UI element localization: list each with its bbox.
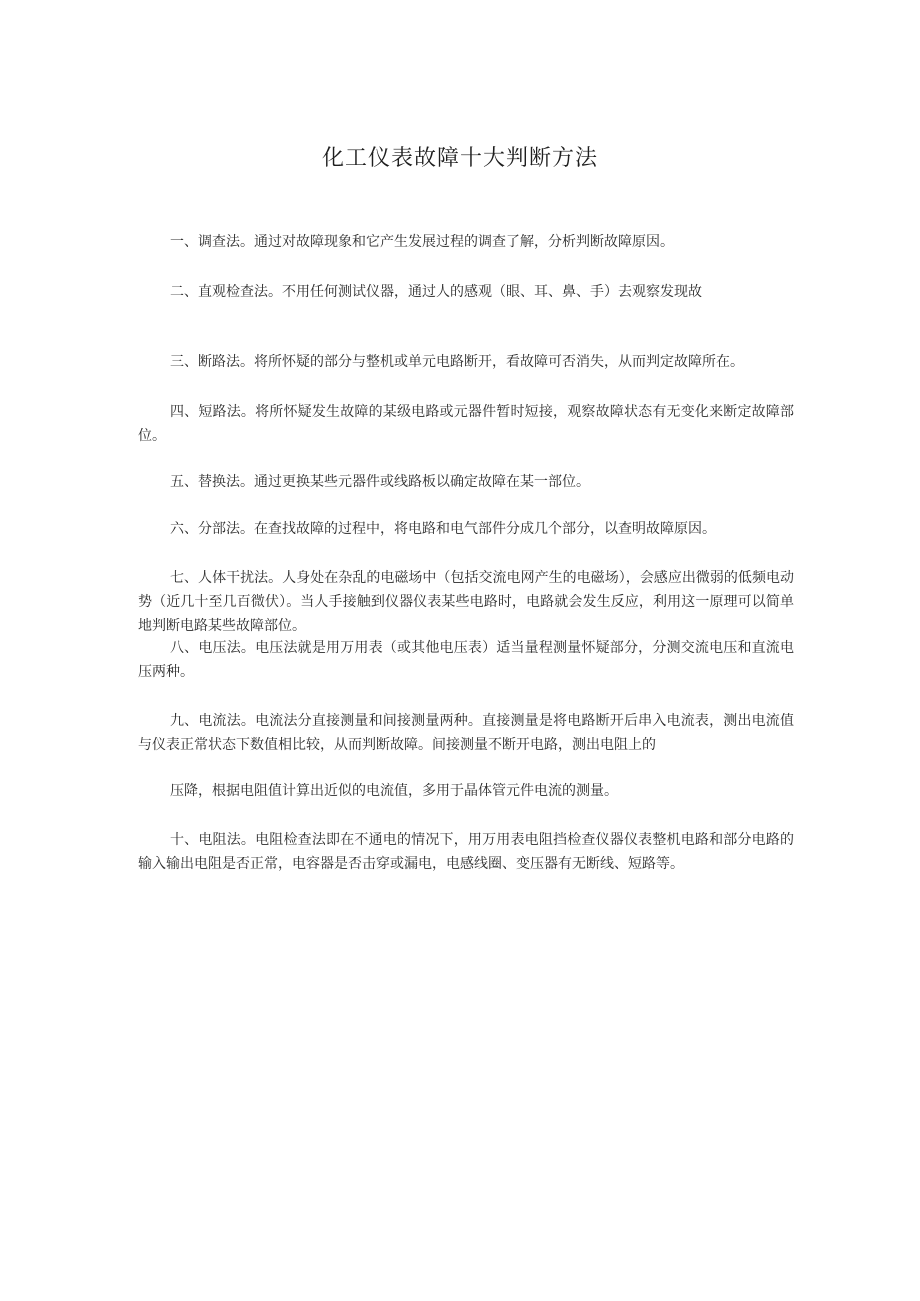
paragraph-5: 五、替换法。通过更换某些元器件或线路板以确定故障在某一部位。: [170, 474, 590, 490]
paragraph-9-continued: 压降，根据电阻值计算出近似的电流值，多用于晶体管元件电流的测量。: [170, 783, 618, 799]
document-title: 化工仪表故障十大判断方法: [321, 146, 598, 171]
paragraph-9: 九、电流法。电流法分直接测量和间接测量两种。直接测量是将电路断开后串入电流表，测出电流值与仪表正常状态下数值相比较，从而判断故障。间接测量不断开电路，测出电阻上的: [138, 713, 794, 753]
paragraph-10: 十、电阻法。电阻检查法即在不通电的情况下，用万用表电阻挡检查仪器仪表整机电路和部分电路的输入输出电阻是否正常，电容器是否击穿或漏电，电感线圈、变压器有无断线、短路等。: [138, 832, 794, 872]
paragraph-7: 七、人体干扰法。人身处在杂乱的电磁场中（包括交流电网产生的电磁场），会感应出微弱的低频电动势（近几十至几百微伏）。当人手接触到仪器仪表某些电路时，电路就会发生反应，利用这一原理可以简单地判断电路某些故障部位。: [138, 570, 794, 634]
paragraph-6: 六、分部法。在查找故障的过程中，将电路和电气部件分成几个部分，以查明故障原因。: [170, 521, 716, 537]
paragraph-3: 三、断路法。将所怀疑的部分与整机或单元电路断开，看故障可否消失，从而判定故障所在。: [170, 354, 744, 370]
paragraph-2: 二、直观检查法。不用任何测试仪器，通过人的感观（眼、耳、鼻、手）去观察发现故: [170, 284, 702, 300]
paragraph-8: 八、电压法。电压法就是用万用表（或其他电压表）适当量程测量怀疑部分，分测交流电压和直流电压两种。: [138, 640, 794, 680]
paragraph-1: 一、调查法。通过对故障现象和它产生发展过程的调查了解，分析判断故障原因。: [170, 234, 674, 250]
paragraph-4: 四、短路法。将所怀疑发生故障的某级电路或元器件暂时短接，观察故障状态有无变化来断定故障部位。: [138, 404, 794, 444]
